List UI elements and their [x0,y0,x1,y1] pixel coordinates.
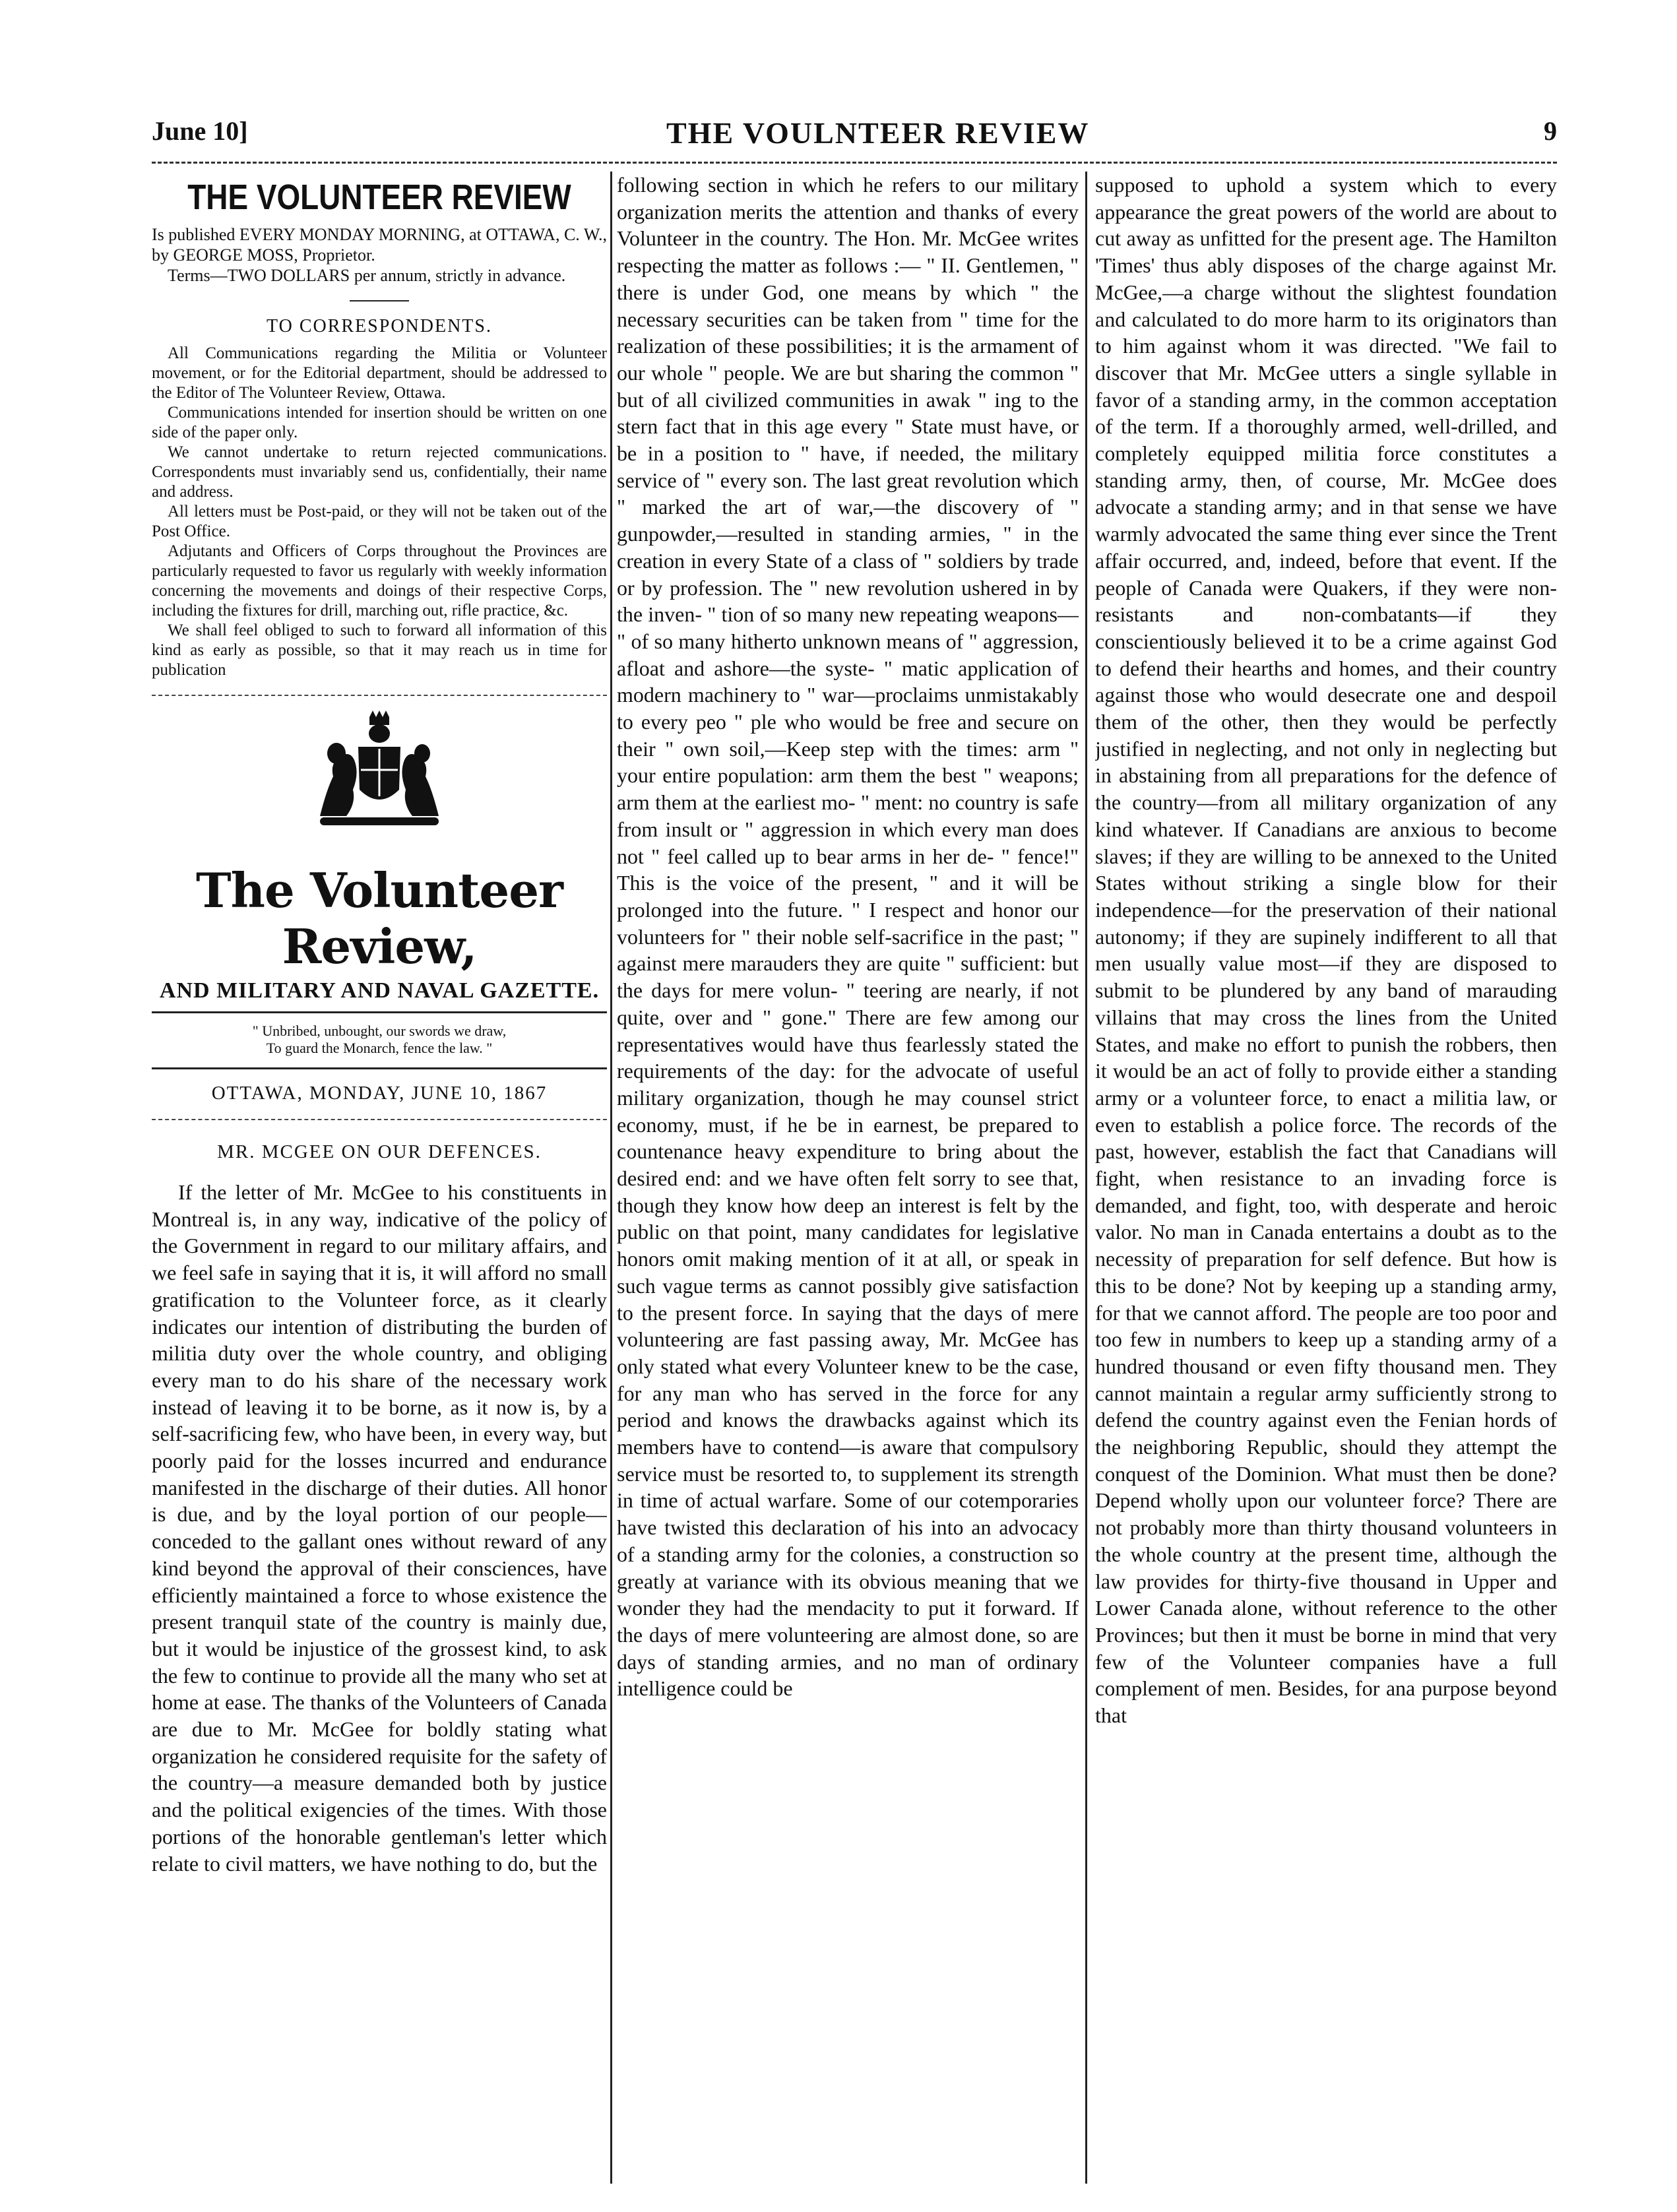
column-2 [617,172,1079,2184]
royal-coat-of-arms-emblem [307,711,452,836]
article-body-column-2: following section in which he refers to our military organization merits the attention and thanks of every Volunteer in the country. The Hon. Mr. McGee writes respecting the matter as follows :— " II. Gentlemen, " there is under God, one means by which " the necessary securities can be taken from " time for the realization of these possibilities; it is the armament of our whole " people. We are but sharing the common " but of all civilized communities in awak " ing to the stern fact that in this age every " State must have, or be in a position to " have, if needed, the military service of " every son. The last great revolution which " marked the art of war,—the discovery of " gunpowder,—resulted in standing armies, " in the creation in every State of a class of " soldiers by trade or by profession. The " new revolution ushered in by the inven- " tion of so many new repeating weapons— " of so many hitherto unknown means of " aggression, afloat and ashore—the syste- " matic application of modern machinery to " war—proclaims unmistakably to every peo " ple who would be free and secure on their " own soil,—Keep step with the times: arm " your entire population: arm them the best " weapons; arm them at the earliest mo- " ment: no country is safe from insult or " aggression in which every man does not " feel called up to bear arms in her de- " fence!" This is the voice of the present, " and it will be prolonged into the future. " I respect and honor our volunteers for " their noble self-sacrifice in the past; " against mere marauders they are quite " sufficient: but the days for mere volun- " teering are nearly, if not quite, over and " gone." There are few among our representatives would have thus fearlessly stated the requirements of the day: for the advocate of useful military organization, though he may counsel strict economy, must, if he be in earnest, be prepared to countenance heavy expenditure to bring about the desired end: and we have often felt sorry to see that, though they know how deep an interest is felt by the public on that point, many candidates for legislative honors omit making mention of it at all, or speak in such vague terms as cannot possibly give satisfaction to the present force. In saying that the days of mere volunteering are fast passing away, Mr. McGee has only stated what every Volunteer knew to be the case, for any man who has served in the force for any period and knows the drawbacks against which its members have to contend—is aware that compulsory service must be resorted to, to supplement its strength in time of actual warfare. Some of our cotemporaries have twisted this declaration of his into an advocacy of a standing army for the colonies, a construction so greatly at variance with its obvious meaning that we wonder they had the mendacity to put it forward. If the days of mere volunteering are almost done, so are days of standing armies, and no man of ordinary intelligence could be [617,173,1079,1701]
page-header [152,115,1557,162]
column-3 [1095,172,1557,2184]
notice-paragraph: We cannot undertake to return rejected communications. Correspondents must invariably send us, confidentially, their name and address. [152,443,607,501]
column-divider-2 [1085,172,1087,2184]
newspaper-motto [152,1023,607,1057]
motto-line: " Unbribed, unbought, our swords we draw, [252,1023,507,1039]
notice-paragraph: Communications intended for insertion should be written on one side of the paper only. [152,404,607,441]
notice-paragraph: All letters must be Post-paid, or they will not be taken out of the Post Office. [152,503,607,540]
newspaper-nameplate: The Volunteer Review, [196,862,563,974]
article-body-column-1: If the letter of Mr. McGee to his constituents in Montreal is, in any way, indicative of the policy of the Government in regard to our military affairs, and we feel safe in saying that it is, it will afford no small gratification to the Volunteer force, as it clearly indicates our intention of distributing the burden of militia duty over the whole country, and obliging every man to do his share of the necessary work instead of leaving it to be borne, as it now is, by a self-sacrificing few, who have been, in every way, but poorly paid for the losses incurred and endurance manifested in the discharge of their duties. All honor is due, and by the loyal portion of our people—conceded to the gallant ones without reward of any kind beyond the approval of their consciences, have efficiently maintained a force to whose existence the present tranquil state of the country is mainly due, but it would be injustice of the grossest kind, to ask the few to continue to provide all the many who set at home at ease. The thanks of the Volunteers of Canada are due to Mr. McGee for boldly stating what organization he considered requisite for the safety of the country—a measure demanded both by justice and the political exigencies of the times. With those portions of the honorable gentleman's letter which relate to civil matters, we have nothing to do, but the [152,1180,607,1876]
correspondents-heading: TO CORRESPONDENTS. [267,316,492,336]
running-title: THE VOULNTEER REVIEW [666,116,1090,150]
notice-paragraph: All Communications regarding the Militia or Volunteer movement, or for the Editorial department, should be addressed to the Editor of The Volunteer Review, Ottawa. [152,344,607,402]
issue-date: June 10] [152,116,248,146]
page-number: 9 [1544,116,1557,146]
column-divider-1 [610,172,612,2184]
notice-paragraph: We shall feel obliged to such to forward all information of this kind as early as possible, so that it may reach us in time for publication [152,621,607,679]
short-rule [350,300,409,301]
publication-info: Is published EVERY MONDAY MORNING, at OTTAWA, C. W., by GEORGE MOSS, Proprietor. [152,225,607,265]
article-body-column-3: supposed to uphold a system which to every appearance the great powers of the world are about to cut away as unfitted for the present age. The Hamilton 'Times' thus ably disposes of the charge against Mr. McGee,—a charge without the slightest foundation and calculated to do more harm to its originators than to him against whom it was directed. "We fail to discover that Mr. McGee utters a single syllable in favor of a standing army, in the common acceptation of the term. If a thoroughly armed, well-drilled, and completely equipped militia force constitutes a standing army, then, of course, Mr. McGee does advocate a standing army; and in that sense we have warmly advocated the same thing ever since the Trent affair occurred, and, indeed, before that event. If the people of Canada were Quakers, if they were non-resistants and non-combatants—if they conscientiously believed it to be a crime against God to defend their hearths and homes, and their country against those who would desecrate one and despoil them of the other, then they would be perfectly justified in neglecting, and not only in neglecting but in abstaining from all preparations for the defence of the country—from all military organization of any kind whatever. If Canadians are anxious to become slaves; if they are willing to be annexed to the United States without striking a single blow for their independence—for the preservation of their national autonomy; if they are supinely indifferent to all that men usually value most—if they are disposed to submit to be plundered by any band of marauding villains that may cross the lines from the United States, and make no effort to punish the robbers, then it would be an act of folly to provide either a standing army or a volunteer force, to enact a militia law, or even to establish a police force. The records of the past, however, establish the fact that Canadians will fight, when resistance to an invading force is demanded, and fight, too, with desperate and heroic valor. No man in Canada entertains a doubt as to the necessity of preparation for self defence. But how is this to be done? Not by keeping up a standing army, for that we cannot afford. The people are too poor and too few in numbers to keep up a standing army of a hundred thousand or even fifty thousand men. They cannot maintain a regular army sufficiently strong to defend the country against even the Fenian hords of the neighboring Republic, should they attempt the conquest of the Dominion. What must then be done? Depend wholly upon our volunteer force? There are not probably more than thirty thousand volunteers in the whole country at the present time, although the law provides for thirty-five thousand in Upper and Lower Canada alone, without reference to the other Provinces; but then it must be borne in mind that very few of the Volunteer companies have a full complement of men. Besides, for ana purpose beyond that [1095,173,1557,1728]
masthead-title: THE VOLUNTEER REVIEW [187,177,571,217]
section-divider [152,695,607,696]
notice-paragraph: Adjutants and Officers of Corps throughout the Provinces are particularly requested to favor us regularly with weekly information concerning the movements and doings of their respective Corps, including the fixtures for drill, marching out, rifle practice, &c. [152,542,607,619]
header-rule [152,162,1557,164]
dateline: OTTAWA, MONDAY, JUNE 10, 1867 [152,1067,607,1120]
correspondents-notice [152,344,607,680]
terms: Terms—TWO DOLLARS per annum, strictly in advance. [168,266,566,285]
article-title: MR. MCGEE ON OUR DEFENCES. [217,1141,542,1162]
newspaper-subtitle: AND MILITARY AND NAVAL GAZETTE. [152,978,607,1013]
motto-line: To guard the Monarch, fence the law. " [266,1040,493,1056]
column-1 [152,172,607,2184]
